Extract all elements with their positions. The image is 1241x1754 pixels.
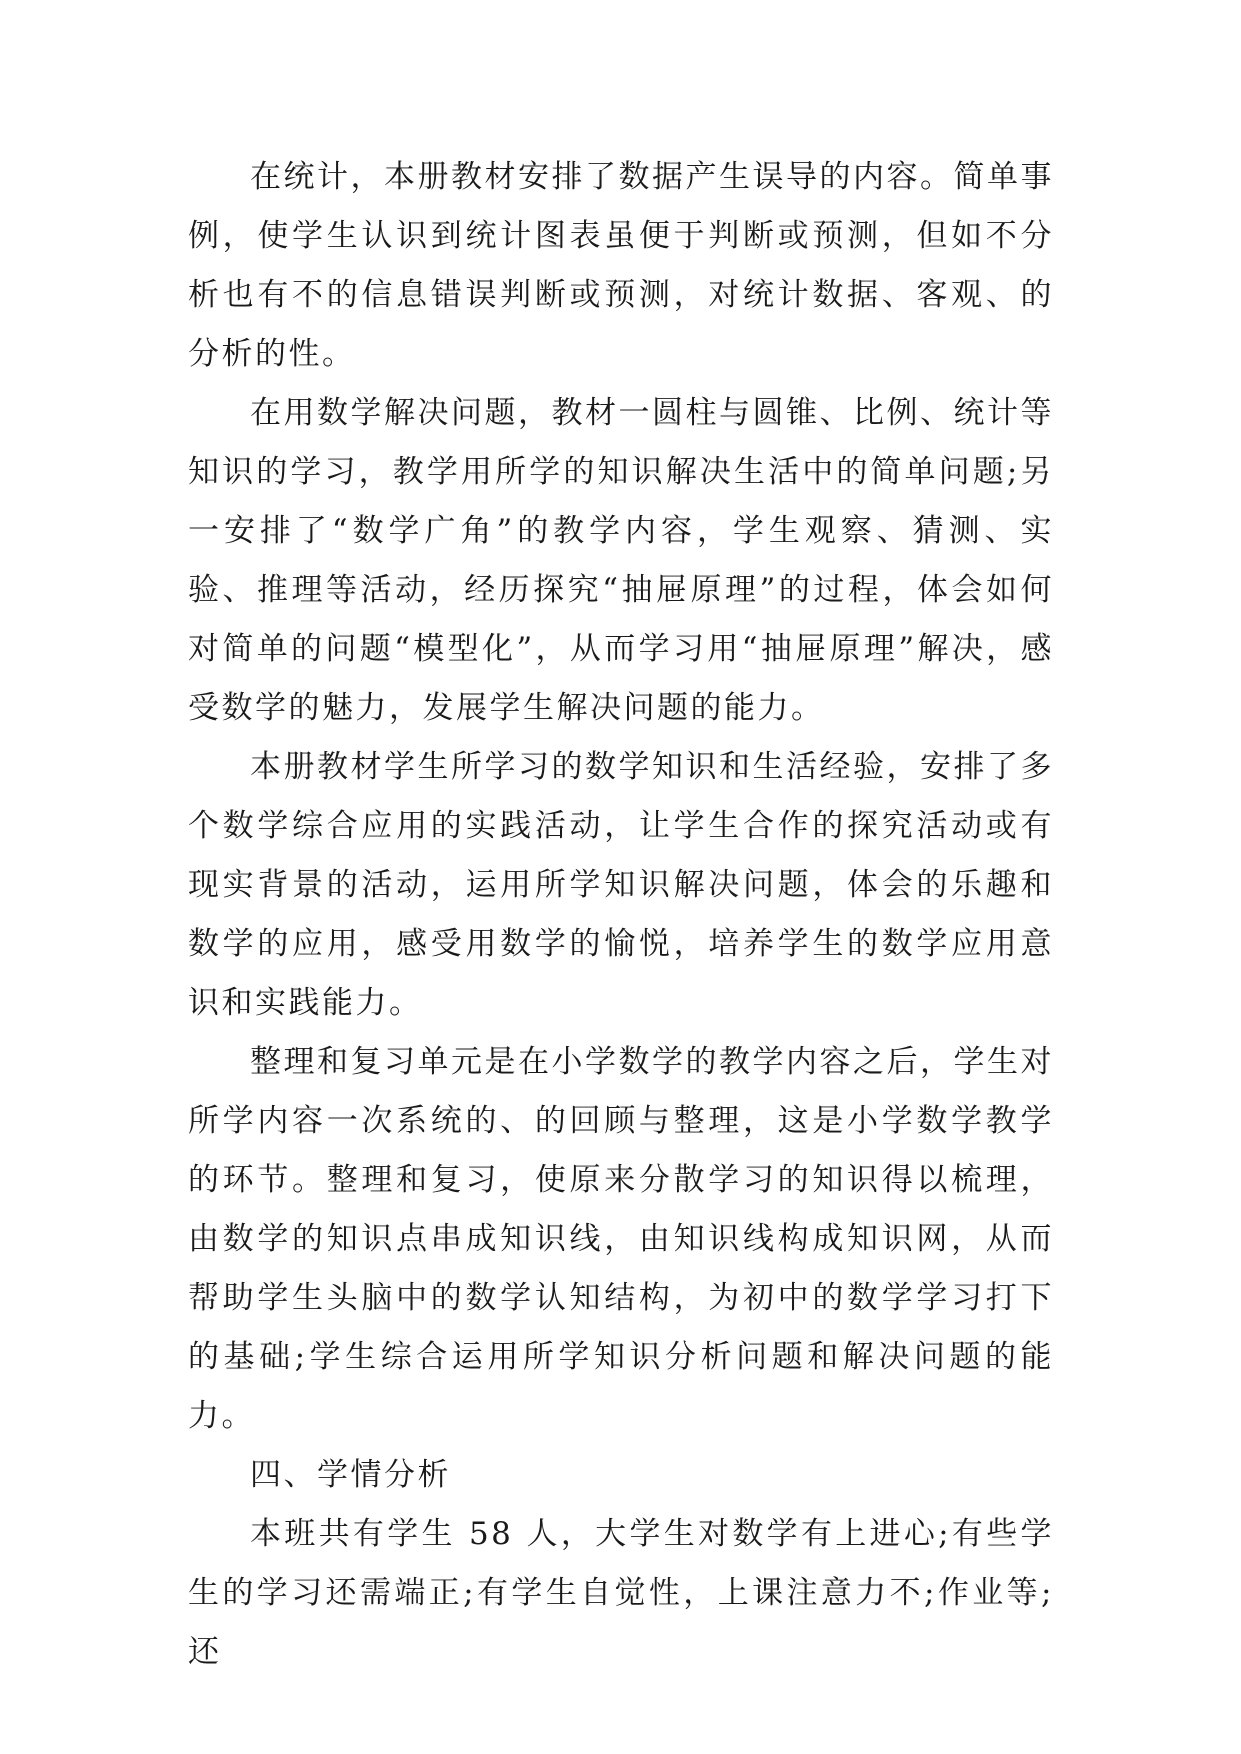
paragraph-practice-activities: 本册教材学生所学习的数学知识和生活经验，安排了多个数学综合应用的实践活动，让学生合作的探究活动或有现实背景的活动，运用所学知识解决问题，体会的乐趣和数学的应用，感受用数学的愉悦，培养学生的数学应用意识和实践能力。 [188,749,1054,1021]
paragraph-problem-solving: 在用数学解决问题，教材一圆柱与圆锥、比例、统计等知识的学习，教学用所学的知识解决生活中的简单问题;另一安排了“数学广角”的教学内容，学生观察、猜测、实验、推理等活动，经历探究“抽屉原理”的过程，体会如何对简单的问题“模型化”，从而学习用“抽屉原理”解决，感受数学的魅力，发展学生解决问题的能力。 [188,395,1054,726]
document-page [188,148,1054,1682]
paragraph-statistics: 在统计，本册教材安排了数据产生误导的内容。简单事例，使学生认识到统计图表虽便于判断或预测，但如不分析也有不的信息错误判断或预测，对统计数据、客观、的分析的性。 [188,159,1054,372]
paragraph-class-situation: 本班共有学生 58 人，大学生对数学有上进心;有些学生的学习还需端正;有学生自觉性，上课注意力不;作业等;还 [188,1516,1054,1670]
section-heading-student-analysis: 四、学情分析 [250,1457,451,1493]
paragraph-review-unit: 整理和复习单元是在小学数学的教学内容之后，学生对所学内容一次系统的、的回顾与整理，这是小学数学教学的环节。整理和复习，使原来分散学习的知识得以梳理，由数学的知识点串成知识线，由知识线构成知识网，从而帮助学生头脑中的数学认知结构，为初中的数学学习打下的基础;学生综合运用所学知识分析问题和解决问题的能力。 [188,1044,1054,1434]
